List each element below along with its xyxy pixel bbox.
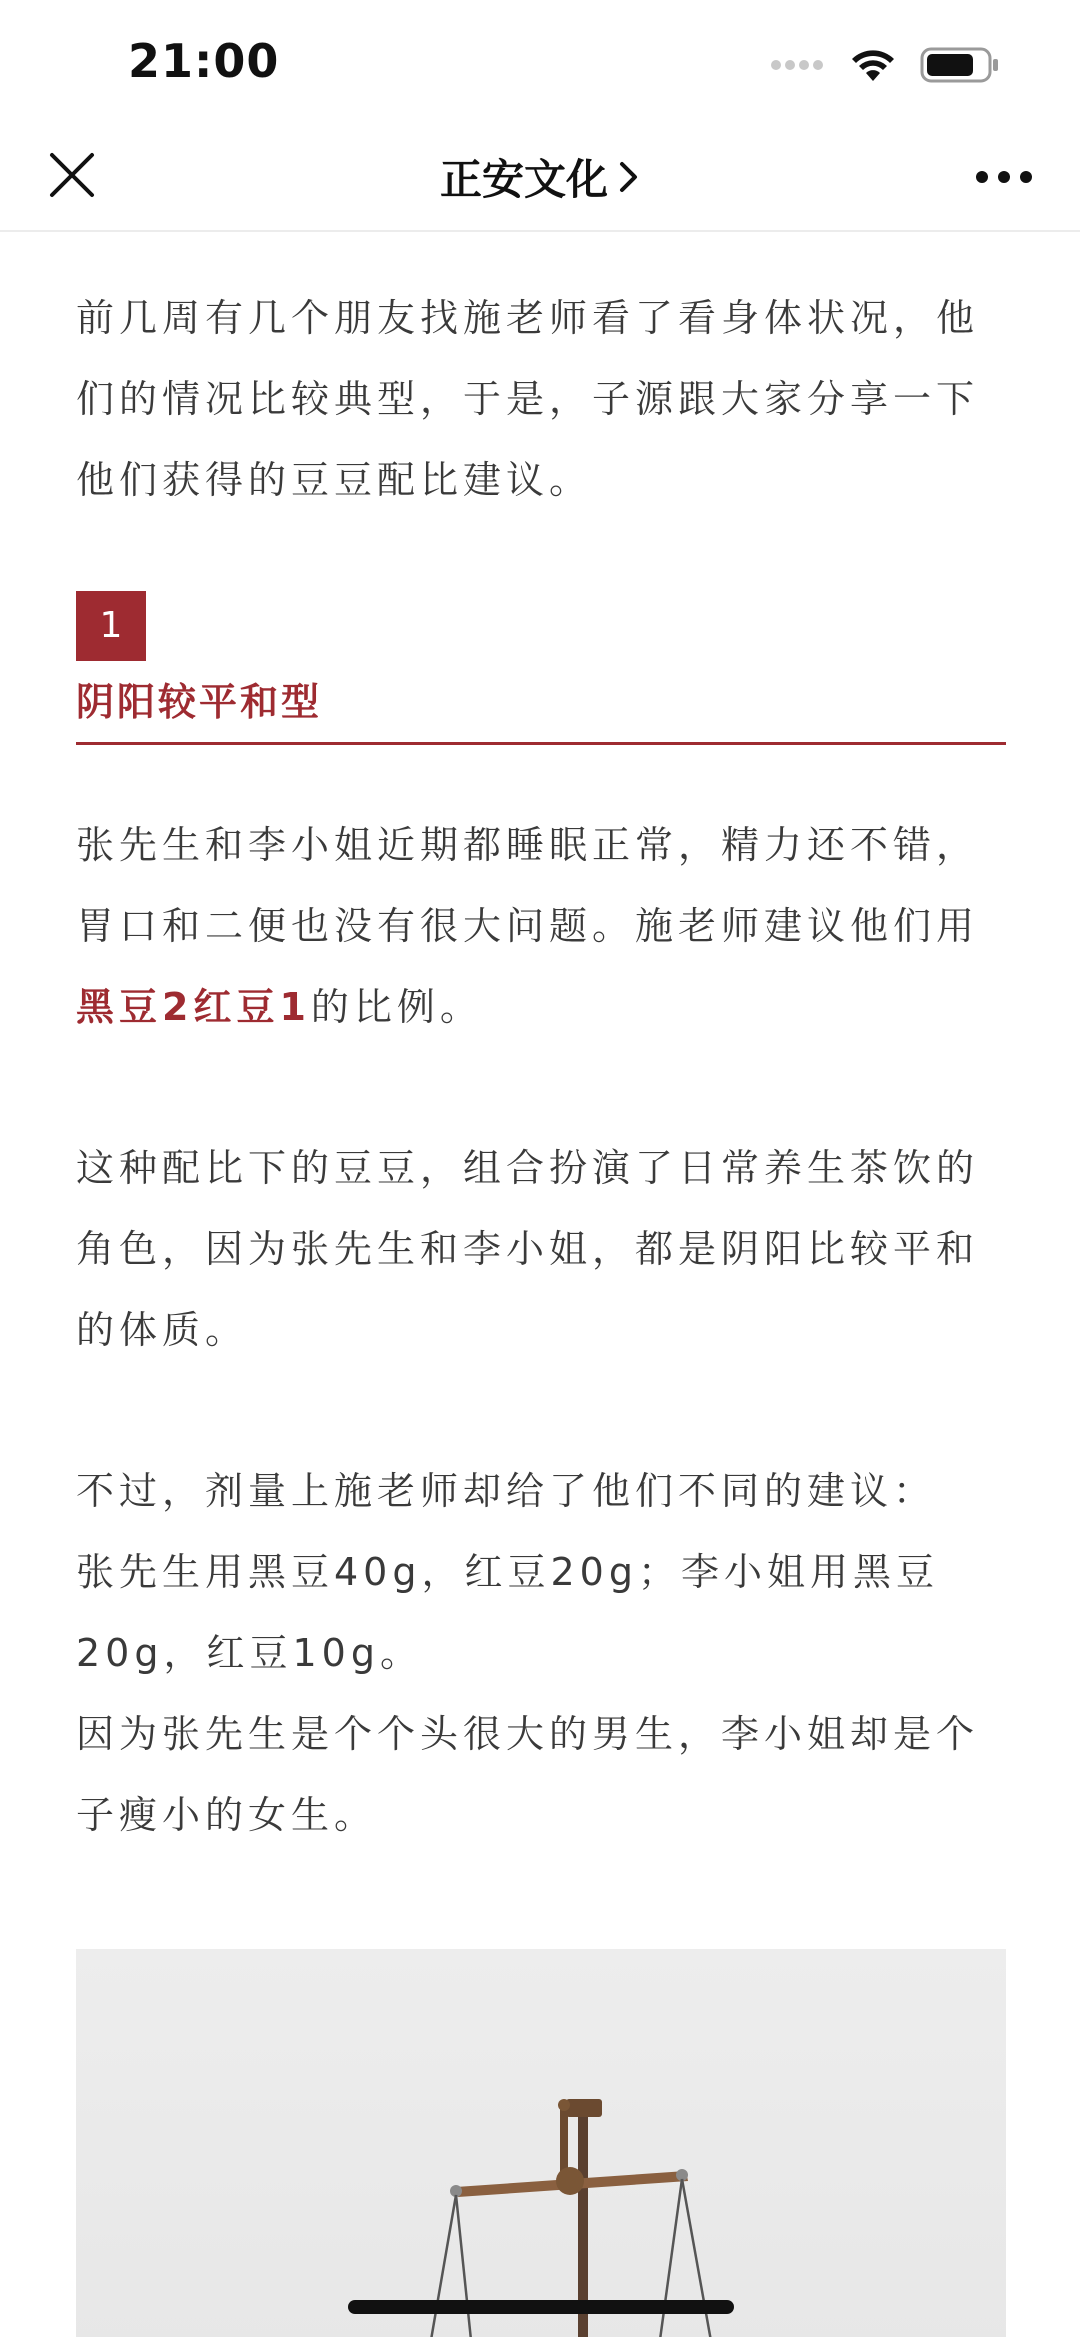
account-title-link[interactable] xyxy=(0,147,1080,207)
battery-icon xyxy=(920,47,1000,83)
section-number-badge: 1 xyxy=(76,591,146,661)
nav-title: 正安文化 xyxy=(439,155,608,204)
dosage-line-3: 因为张先生是个个头很大的男生，李小姐却是个子瘦小的女生。 xyxy=(76,1712,980,1837)
nav-bar xyxy=(0,125,1080,232)
article-image[interactable] xyxy=(76,1949,1006,2337)
section-title: 阴阳较平和型 xyxy=(76,671,1006,745)
intro-paragraph: 前几周有几个朋友找施老师看了看身体状况，他们的情况比较典型，于是，子源跟大家分享一下他们获得的豆豆配比建议。 xyxy=(76,296,980,502)
wifi-icon xyxy=(850,47,896,83)
cellular-signal-icon xyxy=(770,58,826,72)
highlight-ratio: 黑豆2红豆1 xyxy=(76,985,311,1029)
status-time: 21:00 xyxy=(128,34,280,88)
home-indicator[interactable] xyxy=(348,2300,734,2314)
article-body xyxy=(76,230,1006,1856)
paragraph-ratio-text: 张先生和李小姐近期都睡眠正常，精力还不错，胃口和二便也没有很大问题。施老师建议他们用 xyxy=(76,823,980,948)
paragraph-dosage xyxy=(76,1451,1006,1856)
chevron-right-icon xyxy=(618,158,640,196)
paragraph-constitution: 这种配比下的豆豆，组合扮演了日常养生茶饮的角色，因为张先生和李小姐，都是阴阳比较平和的体质。 xyxy=(76,1146,980,1352)
section-header xyxy=(76,591,1006,745)
status-bar xyxy=(0,0,1080,125)
dosage-line-1: 不过，剂量上施老师却给了他们不同的建议： xyxy=(76,1469,937,1513)
paragraph-ratio-end: 的比例。 xyxy=(310,985,483,1029)
balance-scale-image xyxy=(76,1949,1006,2337)
dosage-line-2: 张先生用黑豆40g，红豆20g；李小姐用黑豆20g，红豆10g。 xyxy=(76,1550,939,1675)
status-icons xyxy=(770,40,1000,90)
more-icon[interactable] xyxy=(974,165,1034,189)
paragraph-ratio xyxy=(76,805,1006,1048)
